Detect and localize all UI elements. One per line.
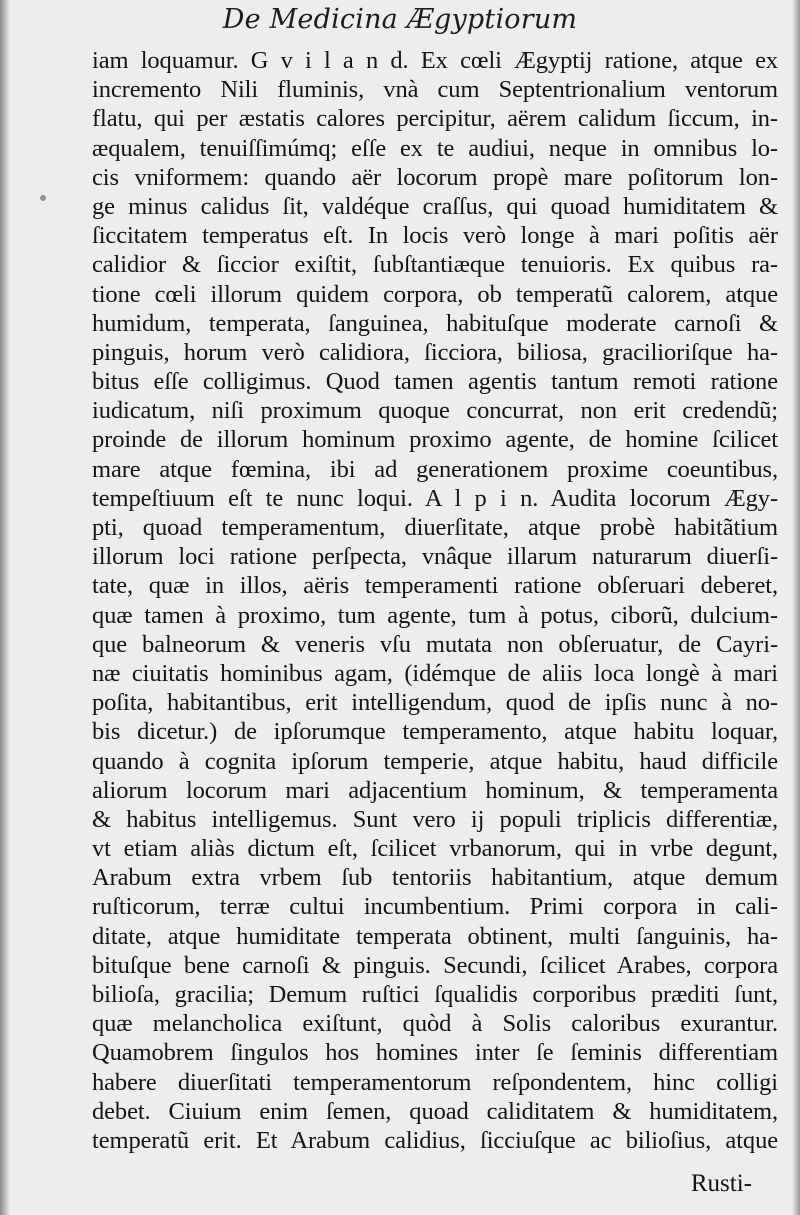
body-text bbox=[92, 46, 778, 1155]
text-line: tione cœli illorum quidem corpora, ob temperatũ calorem, atque bbox=[92, 280, 778, 308]
text-line: flatu, qui per æstatis calores percipitur, aërem calidum ſiccum, in- bbox=[92, 105, 778, 133]
text-line: habere diuerſitati temperamentorum reſpondentem, hinc colligi bbox=[92, 1068, 778, 1096]
text-line: que balneorum & veneris vſu mutata non obſeruatur, de Cayri- bbox=[92, 630, 778, 658]
text-line: ſiccitatem temperatus eſt. In locis verò longe à mari poſitis aër bbox=[92, 222, 778, 250]
text-line: ditate, atque humiditate temperata obtinent, multi ſanguinis, ha- bbox=[92, 922, 778, 950]
text-line: quando à cognita ipſorum temperie, atque habitu, haud difficile bbox=[92, 747, 778, 775]
text-line: Quamobrem ſingulos hos homines inter ſe ſeminis differentiam bbox=[92, 1039, 778, 1067]
text-line: aliorum locorum mari adjacentium hominum, & temperamenta bbox=[92, 776, 778, 804]
text-line: iudicatum, niſi proximum quoque concurrat, non erit credendũ; bbox=[92, 397, 778, 425]
text-line: tempeſtiuum eſt te nunc loqui. A l p i n. Audita locorum Ægy- bbox=[92, 484, 778, 512]
text-line: æqualem, tenuiſſimúmq; eſſe ex te audiui, neque in omnibus lo- bbox=[92, 134, 778, 162]
text-line: bituſque bene carnoſi & pinguis. Secundi, ſcilicet Arabes, corpora bbox=[92, 951, 778, 979]
text-line: ge minus calidus ſit, valdéque craſſus, qui quoad humiditatem & bbox=[92, 192, 778, 220]
text-line: quæ tamen à proximo, tum agente, tum à potus, ciborũ, dulcium- bbox=[92, 601, 778, 629]
text-line: calidior & ſiccior exiſtit, ſubſtantiæque tenuioris. Ex quibus ra- bbox=[92, 251, 778, 279]
ink-speck bbox=[40, 195, 46, 201]
text-line: bis dicetur.) de ipſorumque temperamento, atque habitu loquar, bbox=[92, 718, 778, 746]
text-line: cis vniformem: quando aër locorum propè mare poſitorum lon- bbox=[92, 163, 778, 191]
text-line: illorum loci ratione perſpecta, vnâque illarum naturarum diuerſi- bbox=[92, 543, 778, 571]
text-line: temperatũ erit. Et Arabum calidius, ſicciuſque ac bilioſius, atque bbox=[92, 1126, 778, 1154]
text-line: proinde de illorum hominum proximo agente, de homine ſcilicet bbox=[92, 426, 778, 454]
text-line: Arabum extra vrbem ſub tentoriis habitantium, atque demum bbox=[92, 864, 778, 892]
text-line: quæ melancholica exiſtunt, quòd à Solis caloribus exurantur. bbox=[92, 1010, 778, 1038]
text-line: debet. Ciuium enim ſemen, quoad caliditatem & humiditatem, bbox=[92, 1097, 778, 1125]
text-line: bitus eſſe colligimus. Quod tamen agentis tantum remoti ratione bbox=[92, 368, 778, 396]
text-line: ruſticorum, terræ cultui incumbentium. Primi corpora in cali- bbox=[92, 893, 778, 921]
text-line: humidum, temperata, ſanguinea, habituſque moderate carnoſi & bbox=[92, 309, 778, 337]
text-line: iam loquamur. G v i l a n d. Ex cœli Ægyptij ratione, atque ex bbox=[92, 47, 778, 74]
text-line: mare atque fœmina, ibi ad generationem proxime coeuntibus, bbox=[92, 455, 778, 483]
text-line: & habitus intelligemus. Sunt vero ij populi triplicis differentiæ, bbox=[92, 805, 778, 833]
text-line: tate, quæ in illos, aëris temperamenti ratione obſeruari deberet, bbox=[92, 572, 778, 600]
text-line: bilioſa, gracilia; Demum ruſtici ſqualidis corporibus præditi ſunt, bbox=[92, 981, 778, 1008]
catchword: Rusti- bbox=[690, 1170, 752, 1197]
running-head: De Medicina Ægyptiorum bbox=[222, 4, 578, 35]
text-line: vt etiam aliàs dictum eſt, ſcilicet vrbanorum, qui in vrbe degunt, bbox=[92, 835, 778, 863]
text-line: incremento Nili fluminis, vnà cum Septentrionalium ventorum bbox=[92, 76, 778, 104]
text-line: pinguis, horum verò calidiora, ſicciora, biliosa, gracilioriſque ha- bbox=[92, 338, 778, 366]
text-line: næ ciuitatis hominibus agam, (idémque de aliis loca longè à mari bbox=[92, 659, 778, 687]
text-line: poſita, habitantibus, erit intelligendum, quod de ipſis nunc à no- bbox=[92, 689, 778, 717]
text-line: pti, quoad temperamentum, diuerſitate, atque probè habitãtium bbox=[92, 514, 778, 541]
